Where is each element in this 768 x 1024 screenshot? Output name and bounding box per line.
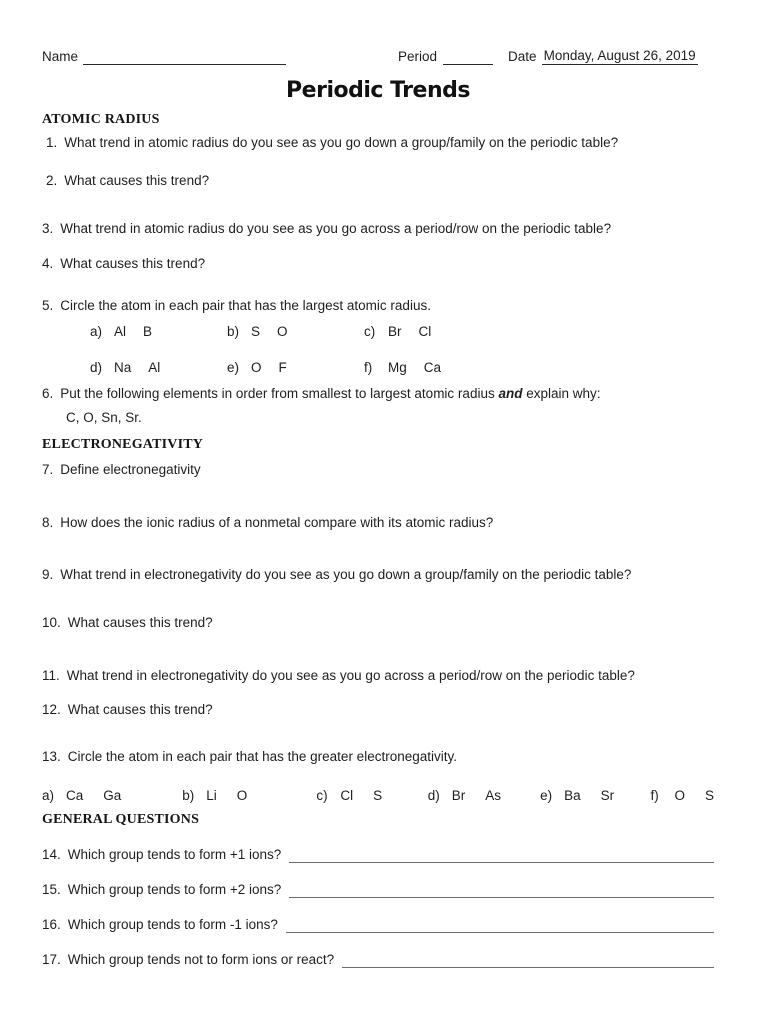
pair-label: b) — [182, 788, 195, 803]
pair-element-2: B — [143, 324, 153, 339]
pair-label: c) — [316, 788, 328, 803]
pair-element-2: O — [236, 788, 248, 803]
question-10-number: 10. — [42, 615, 61, 630]
pair-label: c) — [364, 324, 376, 339]
pair-element-2: F — [278, 360, 287, 375]
question-11-text: What trend in electronegativity do you see as you go across a period/row on the periodic table? — [66, 668, 635, 683]
answer-blank — [289, 848, 714, 863]
question-1 — [42, 134, 714, 151]
question-7-number: 7. — [42, 462, 54, 477]
element-pair-e — [227, 359, 364, 376]
question-6 — [42, 385, 714, 402]
question-6-text-after: explain why: — [522, 386, 601, 401]
page-title: Periodic Trends — [286, 78, 470, 103]
pair-element-1: O — [674, 788, 685, 803]
question-6-emphasis: and — [498, 386, 523, 401]
question-10-text: What causes this trend? — [67, 615, 213, 630]
name-label: Name — [42, 49, 79, 64]
question-8-text: How does the ionic radius of a nonmetal compare with its atomic radius? — [60, 515, 494, 530]
element-pair-c — [316, 787, 427, 804]
question-15 — [42, 881, 714, 898]
answer-blank — [286, 918, 714, 933]
question-9-text: What trend in electronegativity do you see as you go down a group/family on the periodic table? — [60, 567, 632, 582]
answer-blank — [289, 883, 714, 898]
question-9 — [42, 566, 714, 583]
question-13-number: 13. — [42, 749, 61, 764]
question-14-number: 14. — [42, 847, 61, 862]
pair-element-1: Na — [114, 360, 132, 375]
question-6-number: 6. — [42, 386, 54, 401]
q13-pair-row — [42, 787, 714, 804]
q5-pair-row-2 — [42, 359, 714, 376]
date-label: Date — [508, 49, 537, 64]
pair-element-1: Al — [114, 324, 127, 339]
pair-element-2: S — [373, 788, 383, 803]
pair-label: e) — [227, 360, 240, 375]
pair-label: f) — [364, 360, 373, 375]
pair-element-2: Al — [148, 360, 161, 375]
pair-label: f) — [650, 788, 659, 803]
question-3 — [42, 220, 714, 237]
section-heading-electronegativity: ELECTRONEGATIVITY — [42, 437, 204, 452]
header — [42, 47, 714, 65]
question-16-text: Which group tends to form -1 ions? — [67, 917, 278, 932]
element-pair-a — [42, 787, 182, 804]
element-pair-f — [650, 787, 714, 804]
pair-element-1: Li — [206, 788, 217, 803]
question-7-text: Define electronegativity — [60, 462, 201, 477]
pair-element-2: Cl — [418, 324, 432, 339]
question-12 — [42, 701, 714, 718]
element-pair-b — [227, 323, 364, 340]
pair-label: b) — [227, 324, 240, 339]
question-5-text: Circle the atom in each pair that has the largest atomic radius. — [60, 298, 431, 313]
pair-element-2: Ga — [103, 788, 122, 803]
question-12-number: 12. — [42, 702, 61, 717]
question-7 — [42, 461, 714, 478]
question-8 — [42, 514, 714, 531]
question-14 — [42, 846, 714, 863]
question-1-number: 1. — [46, 135, 58, 150]
pair-element-2: O — [277, 324, 288, 339]
question-1-text: What trend in atomic radius do you see as you go down a group/family on the periodic table? — [64, 135, 619, 150]
section-heading-atomic-radius: ATOMIC RADIUS — [42, 112, 160, 127]
question-15-number: 15. — [42, 882, 61, 897]
question-2-number: 2. — [46, 173, 58, 188]
element-pair-d — [428, 787, 540, 804]
pair-element-1: Ba — [564, 788, 581, 803]
question-16-number: 16. — [42, 917, 61, 932]
period-label: Period — [398, 49, 438, 64]
pair-element-2: Ca — [423, 360, 442, 375]
pair-element-1: Mg — [388, 360, 407, 375]
period-blank — [443, 50, 493, 65]
pair-element-1: Cl — [340, 788, 354, 803]
question-17 — [42, 951, 714, 968]
question-4-text: What causes this trend? — [60, 256, 206, 271]
question-6-elements-list — [42, 409, 714, 426]
question-6-text — [60, 386, 600, 401]
pair-element-1: Br — [451, 788, 466, 803]
q5-pair-row-1 — [42, 323, 714, 340]
pair-element-2: S — [704, 788, 714, 803]
question-11-number: 11. — [42, 668, 60, 683]
pair-label: d) — [90, 360, 103, 375]
question-4 — [42, 255, 714, 272]
question-17-text: Which group tends not to form ions or react? — [67, 952, 335, 967]
element-pair-c — [364, 323, 431, 340]
question-8-number: 8. — [42, 515, 54, 530]
question-17-number: 17. — [42, 952, 61, 967]
question-9-number: 9. — [42, 567, 54, 582]
pair-label: a) — [90, 324, 103, 339]
pair-element-1: Br — [388, 324, 402, 339]
question-14-text: Which group tends to form +1 ions? — [67, 847, 282, 862]
pair-element-2: Sr — [600, 788, 615, 803]
question-11 — [42, 667, 714, 684]
question-15-text: Which group tends to form +2 ions? — [67, 882, 282, 897]
question-13-text: Circle the atom in each pair that has the greater electronegativity. — [67, 749, 457, 764]
element-pair-f — [364, 359, 441, 376]
pair-label: d) — [427, 788, 440, 803]
question-3-number: 3. — [42, 221, 54, 236]
name-blank — [83, 50, 286, 65]
question-10 — [42, 614, 714, 631]
pair-element-1: Ca — [66, 788, 84, 803]
question-16 — [42, 916, 714, 933]
element-pair-b — [182, 787, 316, 804]
pair-element-1: S — [251, 324, 261, 339]
element-pair-d — [90, 359, 227, 376]
question-5-number: 5. — [42, 298, 54, 313]
question-3-text: What trend in atomic radius do you see as you go across a period/row on the periodic table? — [60, 221, 612, 236]
answer-blank — [342, 953, 714, 968]
question-5 — [42, 297, 714, 314]
pair-element-2: As — [485, 788, 502, 803]
question-13 — [42, 748, 714, 765]
question-2 — [42, 172, 714, 189]
element-pair-a — [90, 323, 227, 340]
section-heading-general-questions: GENERAL QUESTIONS — [42, 812, 200, 827]
element-pair-e — [540, 787, 650, 804]
pair-label: e) — [540, 788, 553, 803]
question-2-text: What causes this trend? — [64, 173, 210, 188]
elements-list: C, O, Sn, Sr. — [66, 410, 142, 425]
question-4-number: 4. — [42, 256, 54, 271]
pair-element-1: O — [251, 360, 262, 375]
question-6-text-before: Put the following elements in order from smallest to largest atomic radius — [60, 386, 499, 401]
question-12-text: What causes this trend? — [67, 702, 213, 717]
pair-label: a) — [42, 788, 55, 803]
date-value: Monday, August 26, 2019 — [543, 48, 696, 63]
